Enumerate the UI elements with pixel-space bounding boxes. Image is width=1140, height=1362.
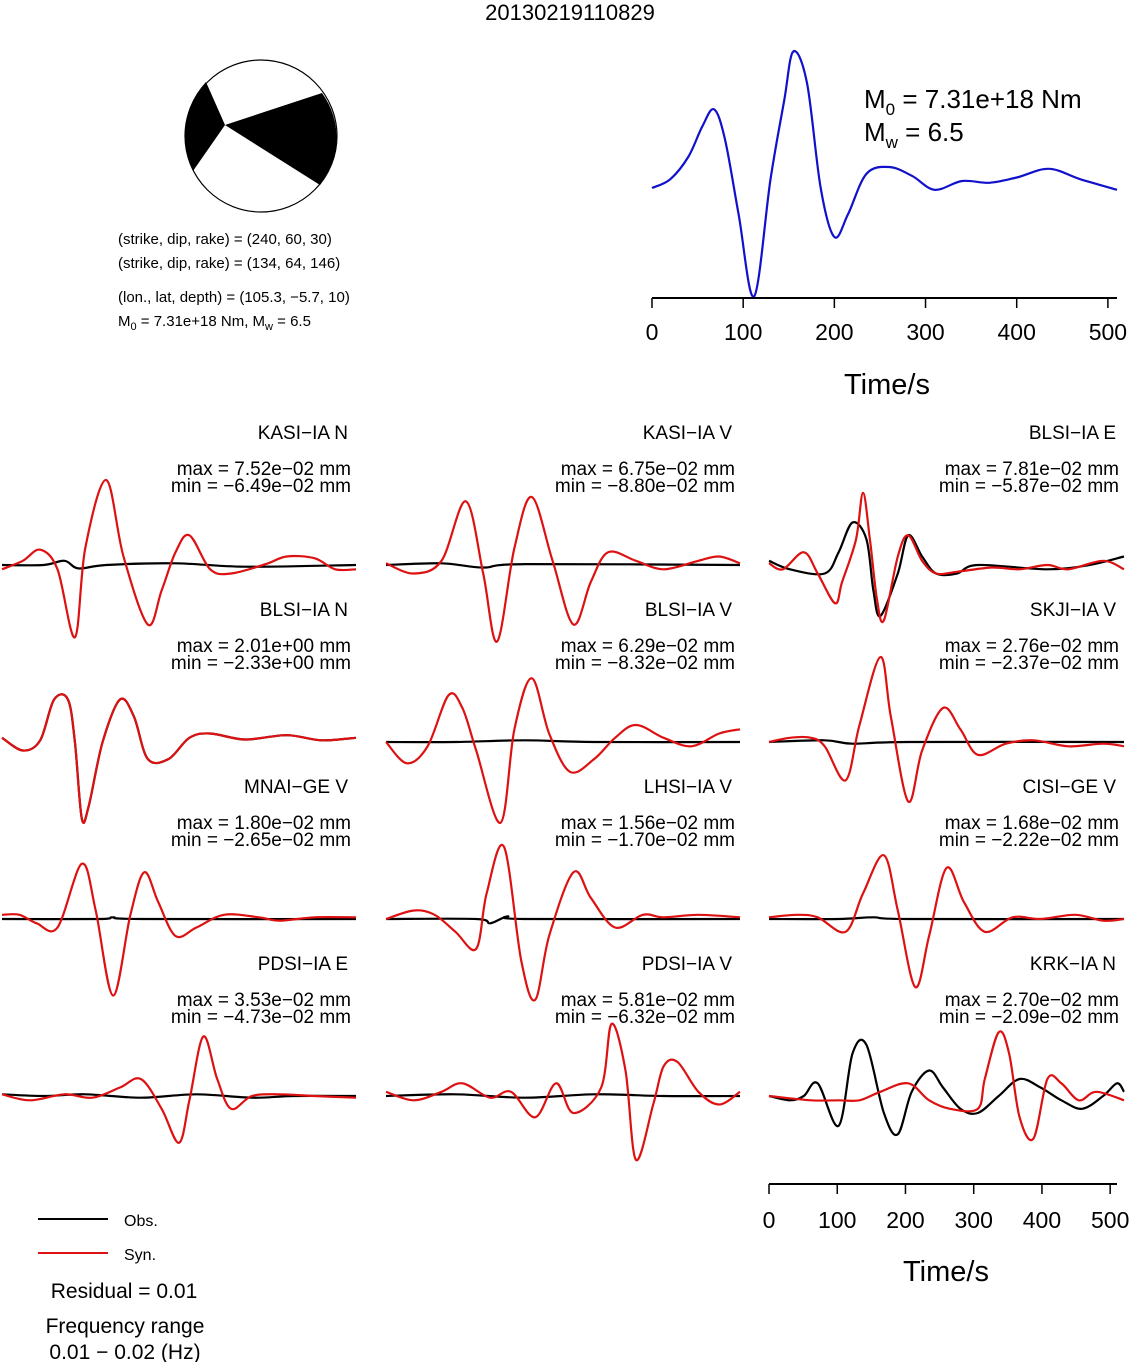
legend-syn-label: Syn. <box>124 1247 157 1264</box>
waveform-x-axis <box>763 1184 1130 1233</box>
station-max-label: max = 6.29e−02 mm <box>560 636 735 657</box>
station-min-label: min = −6.49e−02 mm <box>170 476 351 497</box>
legend <box>38 1213 158 1264</box>
waveform-tick-label: 400 <box>1022 1207 1062 1233</box>
station-min-label: min = −2.22e−02 mm <box>938 830 1119 851</box>
waveform-panel <box>769 423 1124 622</box>
stf-tick-label: 200 <box>815 319 854 345</box>
stf-x-axis <box>646 298 1127 345</box>
station-max-label: max = 5.81e−02 mm <box>560 990 735 1011</box>
stf-tick-label: 500 <box>1088 319 1128 345</box>
synthetic-trace <box>386 678 740 823</box>
station-max-label: max = 2.76e−02 mm <box>944 636 1119 657</box>
residual-text: Residual = 0.01 <box>50 1280 198 1303</box>
observed-trace <box>2 694 356 823</box>
waveform-tick-label: 500 <box>1090 1207 1130 1233</box>
synthetic-trace <box>2 864 356 996</box>
station-label: PDSI−IA E <box>257 954 348 975</box>
station-label: SKJI−IA V <box>1029 600 1116 621</box>
station-min-label: min = −1.70e−02 mm <box>554 830 735 851</box>
station-min-label: min = −8.32e−02 mm <box>554 653 735 674</box>
station-label: BLSI−IA N <box>259 600 348 621</box>
waveform-panel <box>769 600 1124 802</box>
station-max-label: max = 1.68e−02 mm <box>944 813 1119 834</box>
frequency-value: 0.01 − 0.02 (Hz) <box>49 1341 201 1362</box>
frequency-title: Frequency range <box>45 1315 205 1338</box>
station-max-label: max = 1.56e−02 mm <box>560 813 735 834</box>
legend-obs-label: Obs. <box>124 1213 158 1230</box>
station-label: MNAI−GE V <box>244 777 348 798</box>
station-max-label: max = 1.80e−02 mm <box>176 813 351 834</box>
station-min-label: min = −2.65e−02 mm <box>170 830 351 851</box>
waveform-tick-label: 0 <box>762 1207 776 1233</box>
synthetic-trace <box>2 694 356 823</box>
mechanism-location: (lon., lat, depth) = (105.3, −5.7, 10) <box>118 289 350 306</box>
waveform-tick-label: 100 <box>818 1207 857 1233</box>
station-min-label: min = −2.33e+00 mm <box>170 653 351 674</box>
station-label: KRK−IA N <box>1029 954 1116 975</box>
station-min-label: min = −2.09e−02 mm <box>938 1007 1119 1028</box>
waveform-panel <box>2 954 356 1143</box>
station-label: PDSI−IA V <box>641 954 732 975</box>
stf-tick-label: 0 <box>645 319 659 345</box>
stf-tick-label: 300 <box>906 319 945 345</box>
mechanism-line-1: (strike, dip, rake) = (240, 60, 30) <box>118 231 332 248</box>
synthetic-trace <box>769 1031 1124 1140</box>
stf-mw-label: $M_w = 6.5$ <box>864 117 964 152</box>
station-min-label: min = −5.87e−02 mm <box>938 476 1119 497</box>
station-min-label: min = −6.32e−02 mm <box>554 1007 735 1028</box>
waveform-panel <box>386 954 740 1160</box>
stf-plot <box>646 51 1127 401</box>
synthetic-trace <box>386 1024 740 1161</box>
station-label: BLSI−IA V <box>644 600 732 621</box>
synthetic-trace <box>2 1036 356 1143</box>
station-max-label: max = 2.70e−02 mm <box>944 990 1119 1011</box>
mechanism-moment: $M_0 = 7.31e+18$ Nm, $M_w = 6.5$ <box>118 313 311 333</box>
waveform-xlabel: Time/s <box>903 1256 989 1288</box>
station-label: KASI−IA N <box>257 423 348 444</box>
station-label: LHSI−IA V <box>643 777 732 798</box>
waveform-panels <box>2 423 1124 1160</box>
waveform-tick-label: 200 <box>886 1207 925 1233</box>
station-label: KASI−IA V <box>642 423 732 444</box>
stf-m0-label: $M_0 = 7.31e+18$ Nm <box>864 84 1082 119</box>
mechanism-line-2: (strike, dip, rake) = (134, 64, 146) <box>118 255 341 272</box>
station-label: BLSI−IA E <box>1028 423 1116 444</box>
station-min-label: min = −8.80e−02 mm <box>554 476 735 497</box>
waveform-panel <box>769 954 1124 1140</box>
station-max-label: max = 7.81e−02 mm <box>944 459 1119 480</box>
observed-trace <box>769 1040 1124 1135</box>
station-min-label: min = −2.37e−02 mm <box>938 653 1119 674</box>
observed-trace <box>386 740 740 742</box>
stf-tick-label: 100 <box>723 319 763 345</box>
synthetic-trace <box>386 845 740 1001</box>
station-max-label: max = 3.53e−02 mm <box>176 990 351 1011</box>
stf-xlabel: Time/s <box>844 369 930 401</box>
station-max-label: max = 6.75e−02 mm <box>560 459 735 480</box>
station-max-label: max = 2.01e+00 mm <box>176 636 351 657</box>
stf-tick-label: 400 <box>997 319 1036 345</box>
waveform-tick-label: 300 <box>954 1207 993 1233</box>
station-label: CISI−GE V <box>1022 777 1116 798</box>
figure-title: 20130219110829 <box>485 0 655 25</box>
station-min-label: min = −4.73e−02 mm <box>170 1007 351 1028</box>
station-max-label: max = 7.52e−02 mm <box>176 459 351 480</box>
beachball <box>185 60 337 212</box>
